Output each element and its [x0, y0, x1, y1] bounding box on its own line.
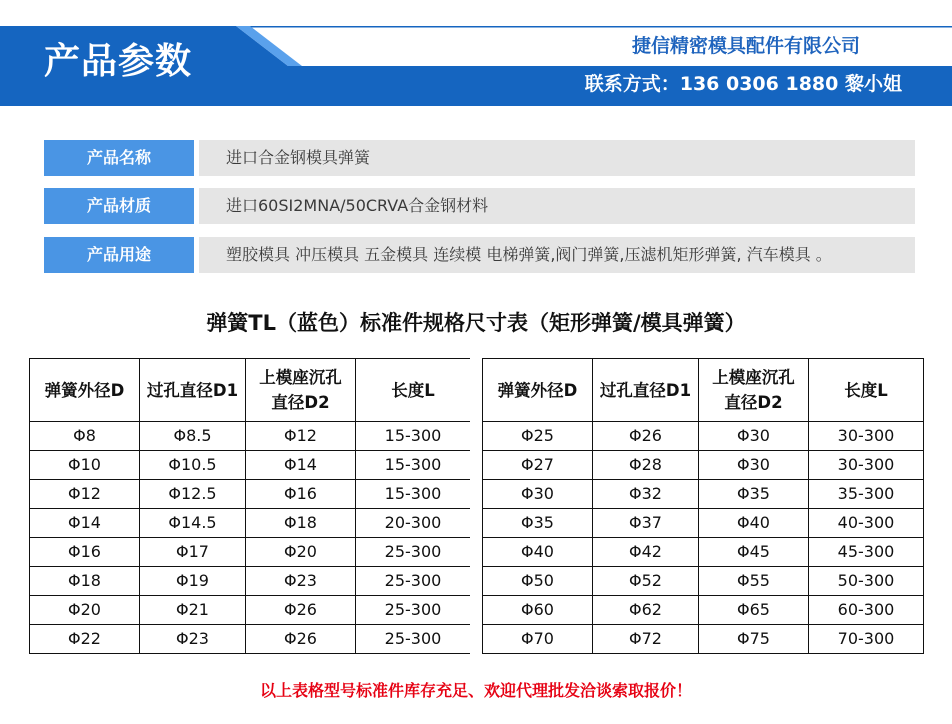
page-title: 产品参数 — [44, 41, 193, 82]
table-row — [483, 596, 924, 625]
table-cell: Φ75 — [699, 625, 809, 654]
header-cell-length: 长度L — [356, 359, 471, 422]
table-cell: Φ18 — [30, 567, 140, 596]
table-cell: 25-300 — [356, 538, 471, 567]
table-cell: Φ27 — [483, 451, 593, 480]
header-cell-length: 长度L — [809, 359, 924, 422]
table-cell: 25-300 — [356, 567, 471, 596]
table-cell: 30-300 — [809, 451, 924, 480]
info-value: 进口60SI2MNA/50CRVA合金钢材料 — [199, 188, 915, 224]
header-line: 上模座沉孔 — [259, 368, 342, 387]
table-gap — [470, 358, 482, 662]
table-cell: Φ60 — [483, 596, 593, 625]
table-row — [483, 509, 924, 538]
table-cell: Φ62 — [593, 596, 699, 625]
header-cell-counterbore — [246, 359, 356, 422]
table-row — [30, 538, 471, 567]
table-cell: 15-300 — [356, 422, 471, 451]
table-cell: 20-300 — [356, 509, 471, 538]
table-cell: Φ30 — [699, 451, 809, 480]
table-row — [483, 625, 924, 654]
table-header-row — [483, 359, 924, 422]
info-row-material — [44, 188, 915, 224]
table-cell: 50-300 — [809, 567, 924, 596]
table-cell: Φ14 — [246, 451, 356, 480]
table-cell: 40-300 — [809, 509, 924, 538]
table-row — [30, 596, 471, 625]
info-row-name — [44, 140, 915, 176]
table-cell: Φ32 — [593, 480, 699, 509]
header-cell-hole-diameter: 过孔直径D1 — [593, 359, 699, 422]
table-cell: 35-300 — [809, 480, 924, 509]
table-cell: Φ20 — [30, 596, 140, 625]
table-cell: Φ28 — [593, 451, 699, 480]
table-cell: 25-300 — [356, 596, 471, 625]
table-cell: Φ72 — [593, 625, 699, 654]
table-cell: Φ52 — [593, 567, 699, 596]
header-cell-hole-diameter: 过孔直径D1 — [140, 359, 246, 422]
table-cell: Φ25 — [483, 422, 593, 451]
table-row — [483, 422, 924, 451]
table-cell: Φ16 — [246, 480, 356, 509]
table-row — [483, 567, 924, 596]
header-line: 直径D2 — [724, 393, 783, 412]
table-cell: 15-300 — [356, 480, 471, 509]
table-cell: 60-300 — [809, 596, 924, 625]
spec-table-title: 弹簧TL（蓝色）标准件规格尺寸表（矩形弹簧/模具弹簧） — [206, 311, 746, 335]
table-cell: 30-300 — [809, 422, 924, 451]
table-cell: Φ50 — [483, 567, 593, 596]
table-row — [483, 538, 924, 567]
table-cell: Φ42 — [593, 538, 699, 567]
table-cell: Φ8 — [30, 422, 140, 451]
header-cell-outer-diameter: 弹簧外径D — [483, 359, 593, 422]
table-cell: Φ21 — [140, 596, 246, 625]
table-row — [30, 625, 471, 654]
table-cell: 25-300 — [356, 625, 471, 654]
table-cell: Φ37 — [593, 509, 699, 538]
table-cell: Φ12.5 — [140, 480, 246, 509]
header-line: 上模座沉孔 — [712, 368, 795, 387]
info-value: 塑胶模具 冲压模具 五金模具 连续模 电梯弹簧,阀门弹簧,压滤机矩形弹簧, 汽车模具 。 — [199, 237, 915, 273]
table-cell: Φ10 — [30, 451, 140, 480]
header-line: 直径D2 — [271, 393, 330, 412]
table-row — [30, 509, 471, 538]
table-row — [30, 422, 471, 451]
table-cell: 70-300 — [809, 625, 924, 654]
contact-info: 联系方式：136 0306 1880 黎小姐 — [584, 73, 902, 95]
table-cell: Φ8.5 — [140, 422, 246, 451]
spec-table-right — [482, 358, 924, 654]
table-cell: Φ10.5 — [140, 451, 246, 480]
table-cell: Φ12 — [246, 422, 356, 451]
info-row-usage — [44, 237, 915, 273]
table-cell: Φ30 — [483, 480, 593, 509]
table-cell: Φ18 — [246, 509, 356, 538]
table-cell: Φ16 — [30, 538, 140, 567]
table-cell: Φ40 — [483, 538, 593, 567]
table-cell: 15-300 — [356, 451, 471, 480]
table-cell: 45-300 — [809, 538, 924, 567]
header-banner — [0, 0, 952, 106]
table-cell: Φ30 — [699, 422, 809, 451]
spec-table-left — [29, 358, 471, 654]
table-cell: Φ45 — [699, 538, 809, 567]
header-cell-counterbore — [699, 359, 809, 422]
table-cell: Φ55 — [699, 567, 809, 596]
header-cell-outer-diameter: 弹簧外径D — [30, 359, 140, 422]
table-row — [483, 480, 924, 509]
table-header-row — [30, 359, 471, 422]
table-cell: Φ23 — [140, 625, 246, 654]
table-cell: Φ23 — [246, 567, 356, 596]
table-row — [30, 480, 471, 509]
table-cell: Φ70 — [483, 625, 593, 654]
table-row — [30, 451, 471, 480]
table-row — [483, 451, 924, 480]
table-cell: Φ12 — [30, 480, 140, 509]
table-row — [30, 567, 471, 596]
info-label: 产品材质 — [44, 188, 194, 224]
info-value: 进口合金钢模具弹簧 — [199, 140, 915, 176]
table-cell: Φ26 — [593, 422, 699, 451]
info-label: 产品名称 — [44, 140, 194, 176]
table-cell: Φ65 — [699, 596, 809, 625]
table-cell: Φ14.5 — [140, 509, 246, 538]
table-cell: Φ22 — [30, 625, 140, 654]
table-cell: Φ35 — [699, 480, 809, 509]
info-label: 产品用途 — [44, 237, 194, 273]
table-cell: Φ40 — [699, 509, 809, 538]
table-cell: Φ26 — [246, 625, 356, 654]
table-cell: Φ14 — [30, 509, 140, 538]
table-cell: Φ26 — [246, 596, 356, 625]
table-cell: Φ17 — [140, 538, 246, 567]
company-name: 捷信精密模具配件有限公司 — [631, 35, 860, 57]
table-cell: Φ19 — [140, 567, 246, 596]
table-cell: Φ20 — [246, 538, 356, 567]
table-cell: Φ35 — [483, 509, 593, 538]
footer-note: 以上表格型号标准件库存充足、欢迎代理批发洽谈索取报价！ — [259, 681, 692, 700]
